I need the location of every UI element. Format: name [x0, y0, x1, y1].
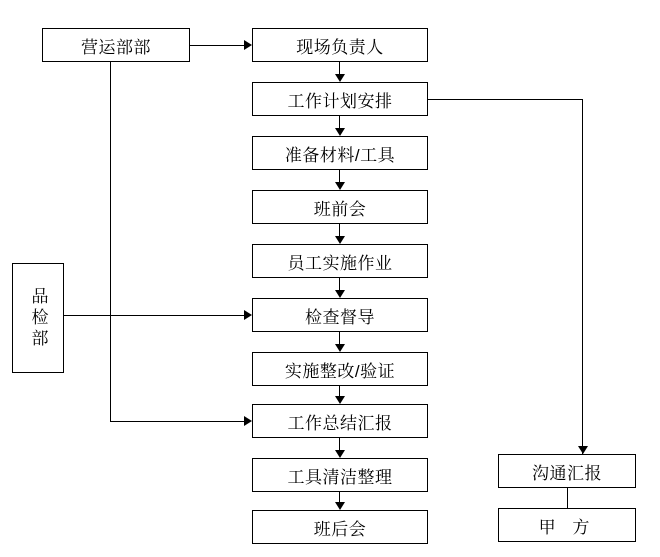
connector-workplan-elbow-horizontal: [428, 99, 582, 100]
node-tool-cleanup[interactable]: 工具清洁整理: [252, 458, 428, 492]
node-pre-shift-meeting[interactable]: 班前会: [252, 190, 428, 224]
arrowhead-operation-to-inspection: [335, 290, 345, 298]
arrowhead-supervisor-to-workplan: [335, 74, 345, 82]
connector-supervisor-to-workplan: [339, 62, 340, 74]
connector-partya-to-communication: [567, 488, 568, 508]
connector-materials-to-premeeting: [339, 170, 340, 182]
arrowhead-materials-to-premeeting: [335, 182, 345, 190]
connector-quality-to-inspection: [64, 315, 244, 316]
connector-operations-to-supervisor: [190, 45, 244, 46]
arrowhead-summary-to-cleanup: [335, 450, 345, 458]
arrowhead-operations-to-summary: [244, 416, 252, 426]
connector-workplan-to-materials: [339, 116, 340, 128]
connector-rectify-to-summary: [339, 386, 340, 396]
connector-operations-elbow-horizontal: [110, 421, 244, 422]
connector-workplan-elbow-vertical: [582, 99, 583, 461]
node-communication-report[interactable]: 沟通汇报: [498, 454, 636, 488]
node-work-summary-report[interactable]: 工作总结汇报: [252, 404, 428, 438]
node-site-supervisor[interactable]: 现场负责人: [252, 28, 428, 62]
arrowhead-premeeting-to-operation: [335, 236, 345, 244]
arrowhead-quality-to-inspection: [244, 310, 252, 320]
connector-inspection-to-rectify: [339, 332, 340, 344]
arrowhead-rectify-to-summary: [335, 396, 345, 404]
arrowhead-inspection-to-rectify: [335, 344, 345, 352]
connector-cleanup-to-postmeeting: [339, 492, 340, 502]
node-staff-operation[interactable]: 员工实施作业: [252, 244, 428, 278]
connector-premeeting-to-operation: [339, 224, 340, 236]
node-operations-dept[interactable]: 营运部部: [42, 28, 190, 62]
node-post-shift-meeting[interactable]: 班后会: [252, 510, 428, 544]
connector-summary-to-cleanup: [339, 438, 340, 450]
connector-operation-to-inspection: [339, 278, 340, 290]
arrowhead-operations-to-supervisor: [244, 40, 252, 50]
arrowhead-elbow-down-communication: [578, 446, 588, 454]
node-rectification-verify[interactable]: 实施整改/验证: [252, 352, 428, 386]
arrowhead-cleanup-to-postmeeting: [335, 502, 345, 510]
node-quality-dept[interactable]: 品检部: [12, 263, 64, 373]
node-inspection-supervision[interactable]: 检查督导: [252, 298, 428, 332]
connector-operations-elbow-vertical: [110, 62, 111, 421]
node-work-plan[interactable]: 工作计划安排: [252, 82, 428, 116]
node-party-a[interactable]: 甲 方: [498, 508, 636, 542]
arrowhead-workplan-to-materials: [335, 128, 345, 136]
node-prepare-materials[interactable]: 准备材料/工具: [252, 136, 428, 170]
